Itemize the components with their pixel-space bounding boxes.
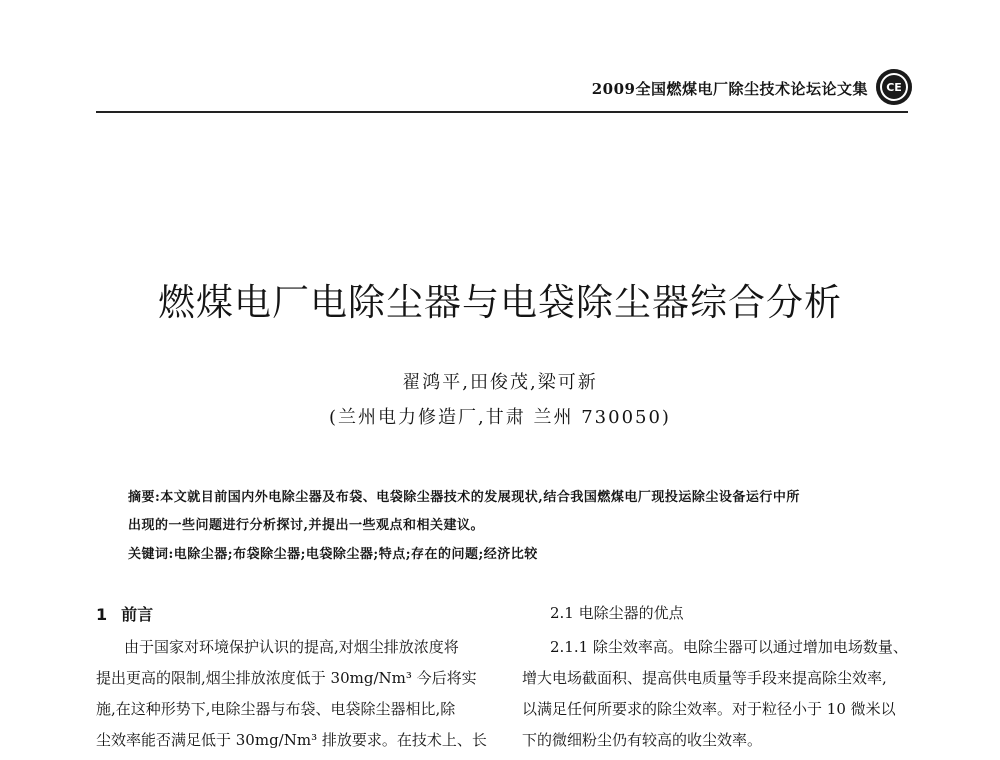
subsection-heading: 2.1 电除尘器的优点 [550, 604, 684, 622]
left-column [96, 602, 487, 756]
authors: 翟鸿平,田俊茂,梁可新 [402, 372, 598, 393]
section-heading [96, 602, 476, 630]
paragraph-line: 以满足任何所要求的除尘效率。对于粒径小于 10 微米以 [522, 700, 896, 718]
paragraph-line: 提出更高的限制,烟尘排放浓度低于 30mg/Nm³ 今后将实 [96, 669, 477, 687]
paragraph-line: 施,在这种形势下,电除尘器与布袋、电袋除尘器相比,除 [96, 700, 456, 718]
header-divider [96, 111, 908, 113]
section-number: 1 [96, 605, 108, 624]
logo-text: CE [886, 80, 902, 94]
conference-logo-icon [876, 69, 912, 105]
abstract-line-2: 出现的一些问题进行分析探讨,并提出一些观点和相关建议。 [128, 518, 485, 533]
right-column [522, 602, 922, 756]
keywords: 关键词:电除尘器;布袋除尘器;电袋除尘器;特点;存在的问题;经济比较 [128, 547, 538, 562]
section-title: 前言 [121, 605, 154, 624]
abstract-line-1: 摘要:本文就目前国内外电除尘器及布袋、电袋除尘器技术的发展现状,结合我国燃煤电厂现投运除尘设备运行中所 [128, 490, 800, 505]
paper-title: 燃煤电厂电除尘器与电袋除尘器综合分析 [158, 281, 842, 324]
paragraph-line: 2.1.1 除尘效率高。电除尘器可以通过增加电场数量、 [550, 638, 908, 656]
running-header: 2009全国燃煤电厂除尘技术论坛论文集 [591, 80, 868, 98]
paragraph-line: 尘效率能否满足低于 30mg/Nm³ 排放要求。在技术上、长 [96, 731, 487, 749]
affiliation: (兰州电力修造厂,甘肃 兰州 730050) [329, 407, 671, 428]
paragraph-line: 下的微细粉尘仍有较高的收尘效率。 [522, 731, 763, 749]
paragraph-line: 增大电场截面积、提高供电质量等手段来提高除尘效率, [522, 669, 887, 687]
paragraph-line: 由于国家对环境保护认识的提高,对烟尘排放浓度将 [124, 638, 459, 656]
